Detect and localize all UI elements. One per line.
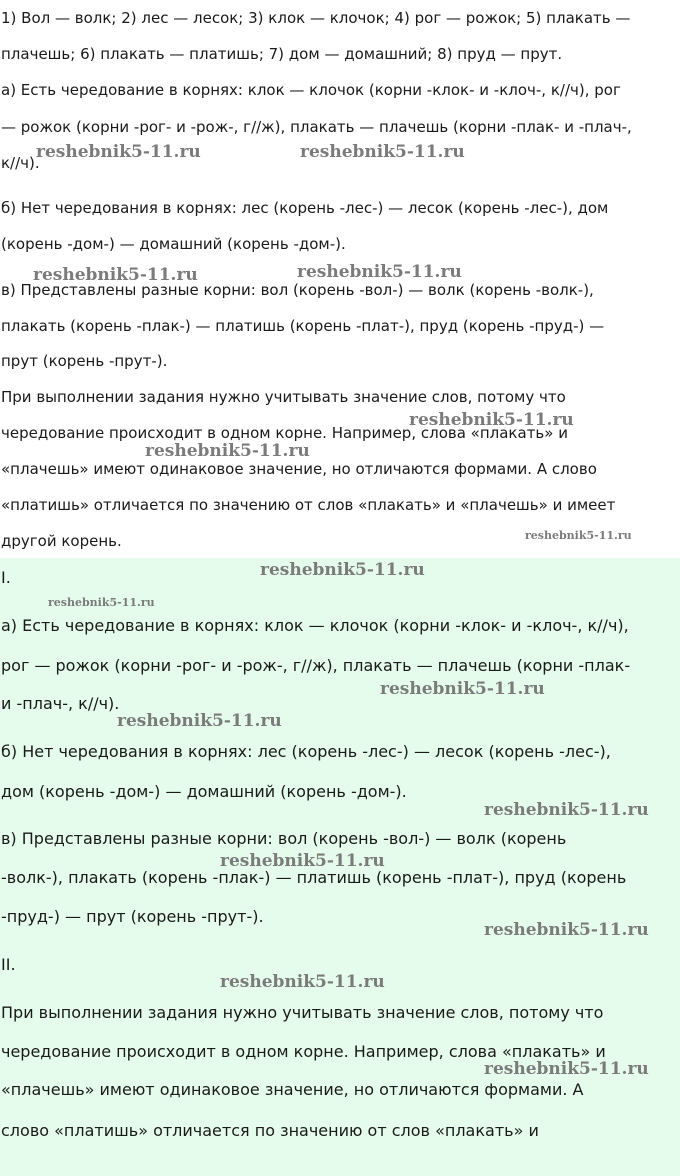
answer-section-1 <box>0 0 680 558</box>
watermark: reshebnik5-11.ru <box>145 441 310 461</box>
watermark: reshebnik5-11.ru <box>33 265 198 285</box>
watermark: reshebnik5-11.ru <box>48 596 155 609</box>
text-line: плачешь; 6) плакать — платишь; 7) дом — домашний; 8) пруд — прут. <box>1 45 563 63</box>
text-line: «платишь» отличается по значению от слов «плакать» и «плачешь» и имеет <box>1 496 616 514</box>
text-line: плакать (корень -плак-) — платишь (корень -плат-), пруд (корень -пруд-) — <box>1 317 605 335</box>
text-line: При выполнении задания нужно учитывать значение слов, потому что <box>1 1003 604 1022</box>
text-line: б) Нет чередования в корнях: лес (корень -лес-) — лесок (корень -лес-), <box>1 742 611 761</box>
text-line: II. <box>1 955 16 974</box>
text-line: в) Представлены разные корни: вол (корень -вол-) — волк (корень -волк-), <box>1 281 594 299</box>
watermark: reshebnik5-11.ru <box>484 800 649 820</box>
text-line: в) Представлены разные корни: вол (корень -вол-) — волк (корень <box>1 829 567 848</box>
text-line: слово «платишь» отличается по значению от слов «плакать» и <box>1 1121 539 1140</box>
text-line: — рожок (корни -рог- и -рож-, г//ж), плакать — плачешь (корни -плак- и -плач-, <box>1 118 632 136</box>
watermark: reshebnik5-11.ru <box>260 560 425 580</box>
watermark: reshebnik5-11.ru <box>36 142 201 162</box>
watermark: reshebnik5-11.ru <box>525 529 632 542</box>
text-line: к//ч). <box>1 154 40 172</box>
answer-section-2 <box>0 558 680 1176</box>
text-line: а) Есть чередование в корнях: клок — клочок (корни -клок- и -клоч-, к//ч), <box>1 616 629 635</box>
watermark: reshebnik5-11.ru <box>220 851 385 871</box>
text-line: б) Нет чередования в корнях: лес (корень -лес-) — лесок (корень -лес-), дом <box>1 199 609 217</box>
text-line: 1) Вол — волк; 2) лес — лесок; 3) клок — клочок; 4) рог — рожок; 5) плакать — <box>1 9 631 27</box>
text-line: При выполнении задания нужно учитывать значение слов, потому что <box>1 388 566 406</box>
watermark: reshebnik5-11.ru <box>484 1059 649 1079</box>
watermark: reshebnik5-11.ru <box>297 262 462 282</box>
text-line: другой корень. <box>1 532 122 550</box>
watermark: reshebnik5-11.ru <box>117 711 282 731</box>
text-line: рог — рожок (корни -рог- и -рож-, г//ж), плакать — плачешь (корни -плак- <box>1 656 631 675</box>
text-line: прут (корень -прут-). <box>1 352 168 370</box>
text-line: «плачешь» имеют одинаковое значение, но отличаются формами. А слово <box>1 460 597 478</box>
text-line: «плачешь» имеют одинаковое значение, но отличаются формами. А <box>1 1080 584 1099</box>
watermark: reshebnik5-11.ru <box>380 679 545 699</box>
text-line: чередование происходит в одном корне. Например, слова «плакать» и <box>1 424 568 442</box>
text-line: -волк-), плакать (корень -плак-) — платишь (корень -плат-), пруд (корень <box>1 868 627 887</box>
text-line: -пруд-) — прут (корень -прут-). <box>1 907 264 926</box>
text-line: (корень -дом-) — домашний (корень -дом-). <box>1 235 346 253</box>
watermark: reshebnik5-11.ru <box>409 410 574 430</box>
watermark: reshebnik5-11.ru <box>300 142 465 162</box>
watermark: reshebnik5-11.ru <box>220 972 385 992</box>
text-line: и -плач-, к//ч). <box>1 694 120 713</box>
watermark: reshebnik5-11.ru <box>484 920 649 940</box>
text-line: чередование происходит в одном корне. Например, слова «плакать» и <box>1 1042 606 1061</box>
text-line: а) Есть чередование в корнях: клок — клочок (корни -клок- и -клоч-, к//ч), рог <box>1 81 621 99</box>
text-line: I. <box>1 568 11 587</box>
text-line: дом (корень -дом-) — домашний (корень -дом-). <box>1 782 407 801</box>
